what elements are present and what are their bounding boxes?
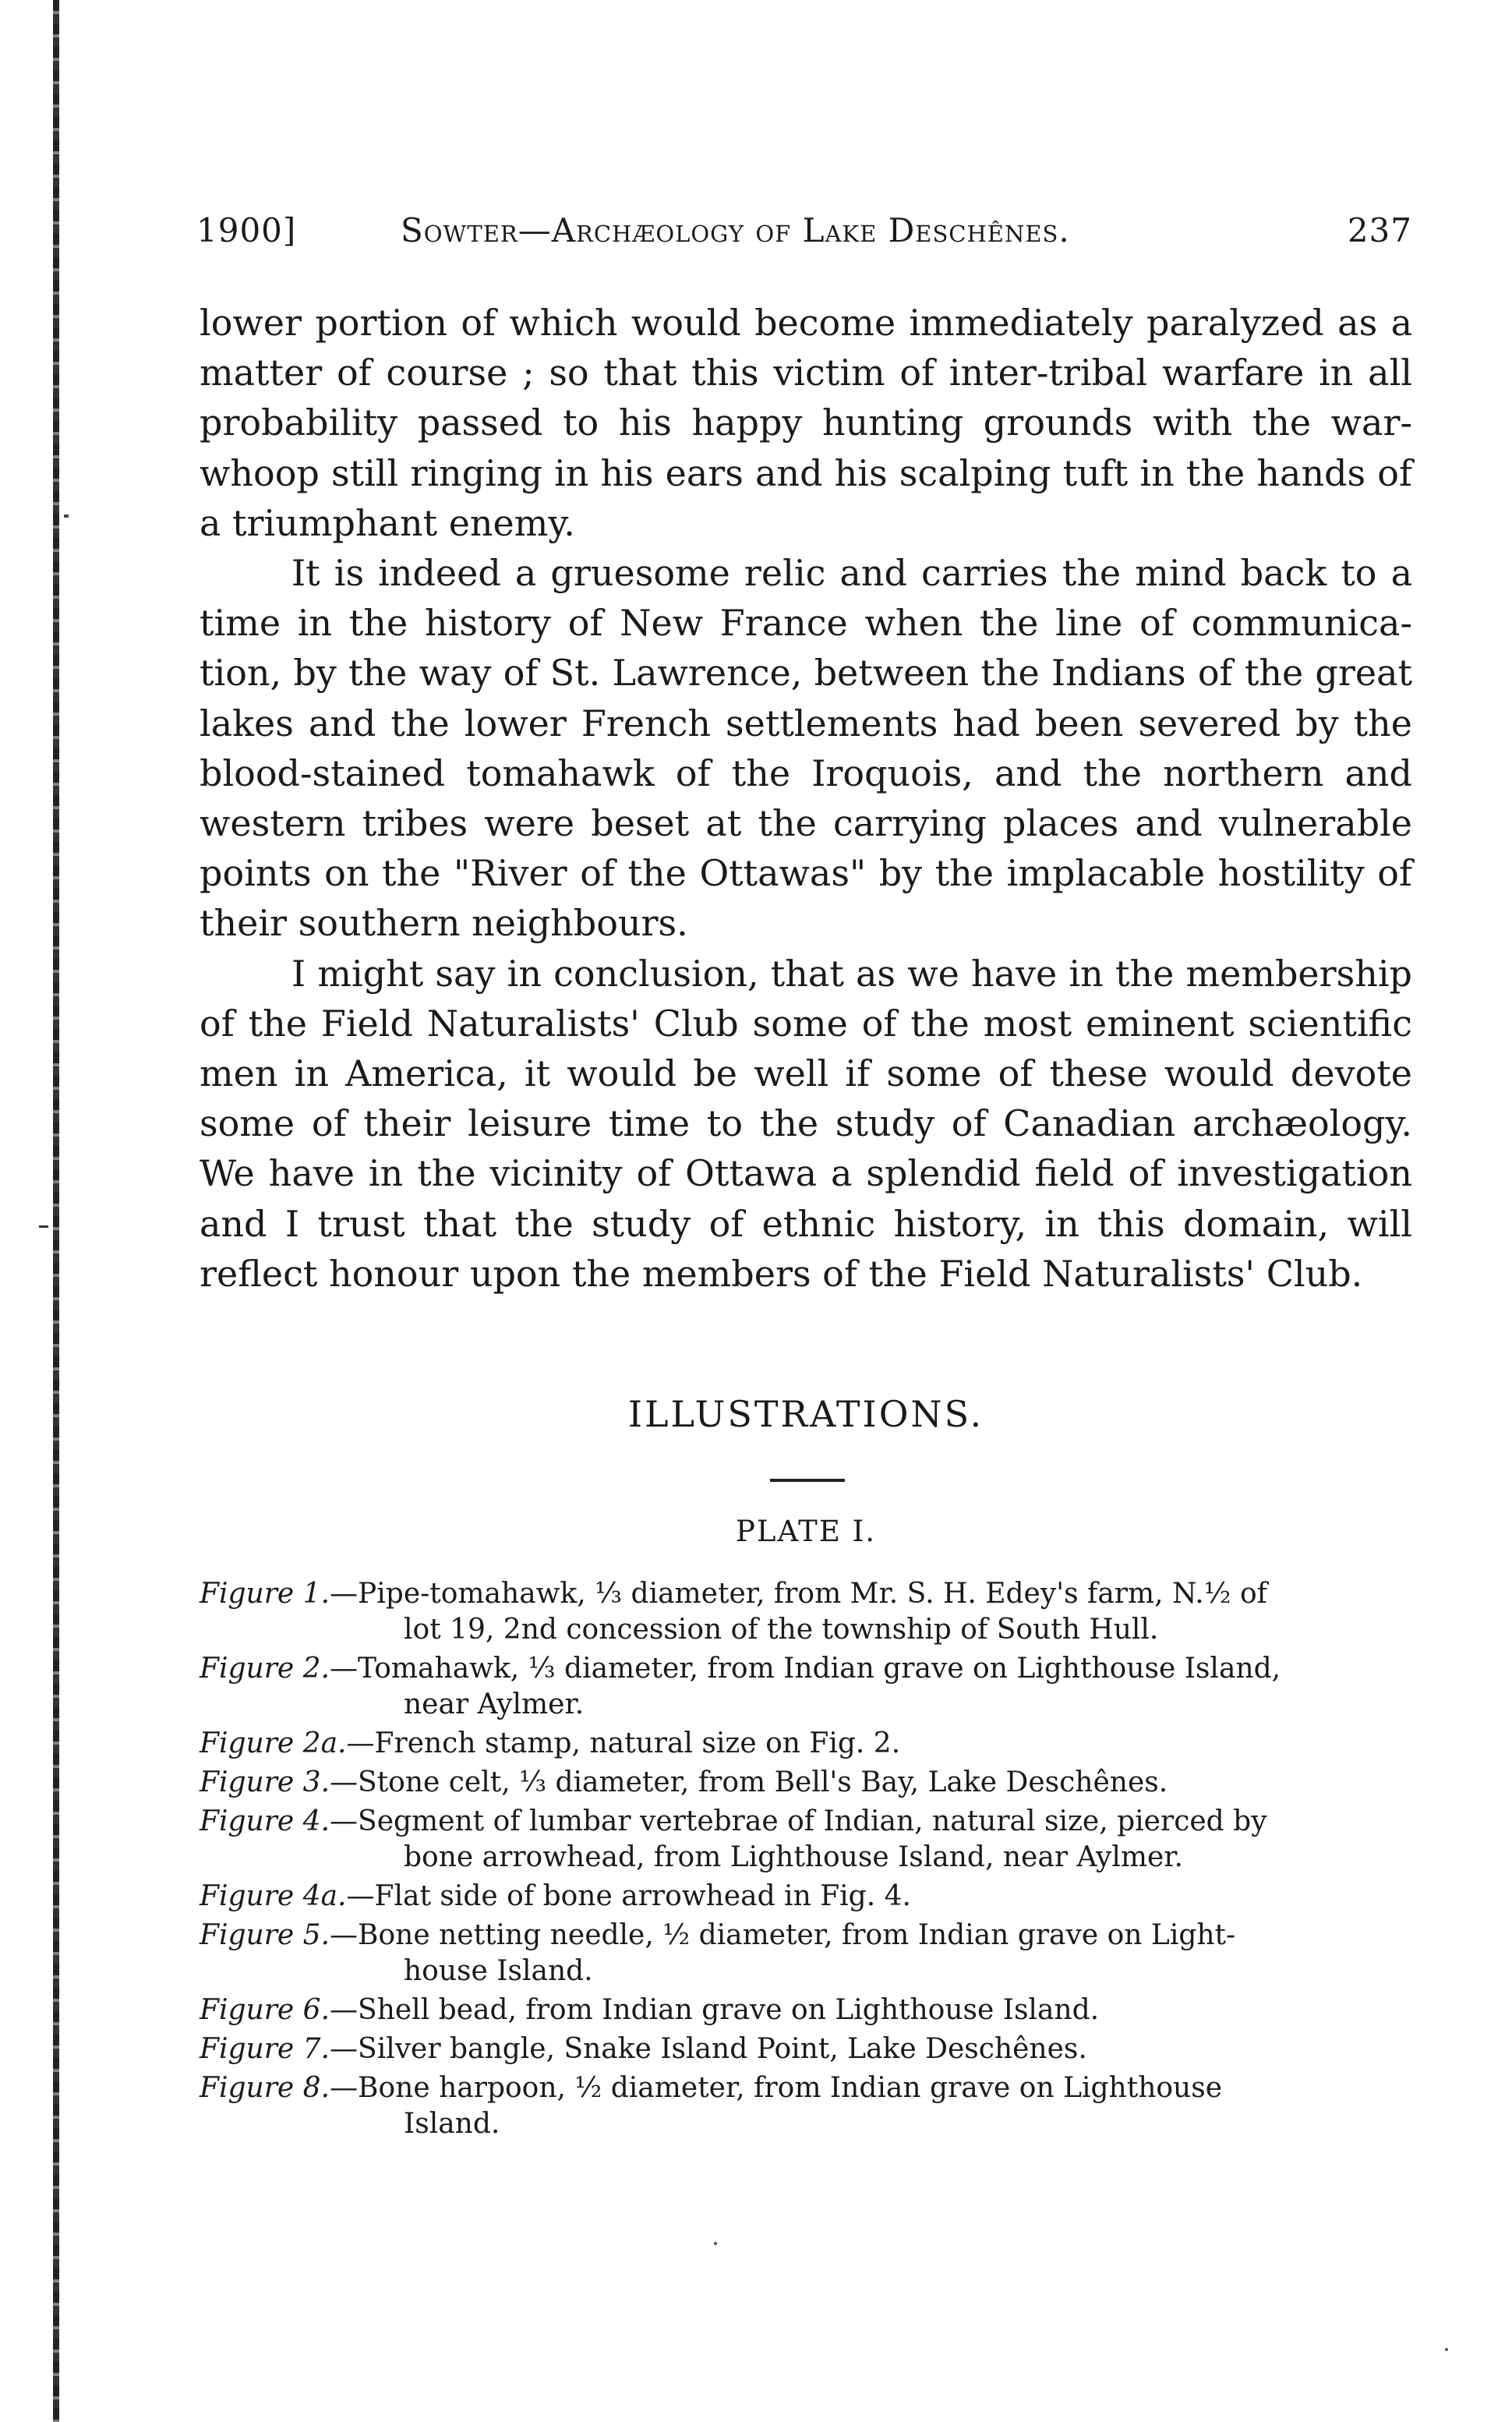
figure-label: Figure 5. xyxy=(200,1919,330,1951)
paragraph: lower portion of which would become immediately paralyzed as a matter of course ; so that this victim of inter-tribal warfare in all probability passed to his happy hunting grounds with the war-whoop still ringing in his ears and his scalping tuft in the hands of a triumphant enemy. xyxy=(200,302,1412,544)
figure-label: Figure 7. xyxy=(200,2033,330,2065)
figure-text: —Silver bangle, Snake Island Point, Lake Deschênes. xyxy=(330,2033,1087,2065)
scan-mark xyxy=(39,1225,48,1228)
figure-label: Figure 6. xyxy=(200,1994,330,2026)
running-head xyxy=(196,209,1412,253)
scan-speck xyxy=(1445,2348,1448,2351)
figure-caption xyxy=(200,1992,1412,2028)
paragraph: It is indeed a gruesome relic and carries the mind back to a time in the history of New France when the line of communica-tion, by the way of St. Lawrence, between the Indians of the great lakes and the lower French settlements had been severed by the blood-stained tomahawk of the Iroquois, and the northern and western tribes were beset at the carrying places and vulnerable points on the "River of the Ottawas" by the implacable hostility of their southern neighbours. xyxy=(200,552,1412,945)
running-head-title: Sowter—Archæology of Lake Deschênes. xyxy=(401,211,1070,249)
figure-text: —Stone celt, ⅓ diameter, from Bell's Bay, Lake Deschênes. xyxy=(330,1766,1168,1798)
plate-heading: PLATE I. xyxy=(736,1515,876,1548)
figure-label: Figure 4. xyxy=(200,1805,330,1837)
figure-caption xyxy=(200,1804,1412,1876)
body-text xyxy=(200,298,1412,1299)
figure-text: —Bone netting needle, ½ diameter, from Indian grave on Light- xyxy=(330,1919,1236,1951)
scan-binding-edge xyxy=(53,0,59,2422)
paragraph: I might say in conclusion, that as we have in the membership of the Field Naturalists' Club some of the most eminent scientific men in America, it would be well if some of these would devote some of their leisure time to the study of Canadian archæology. We have in the vicinity of Ottawa a splendid field of investigation and I trust that the study of ethnic history, in this domain, will reflect honour upon the members of the Field Naturalists' Club. xyxy=(200,952,1412,1295)
figure-label: Figure 8. xyxy=(200,2072,330,2104)
figure-text: —Pipe-tomahawk, ⅓ diameter, from Mr. S. H. Edey's farm, N.½ of xyxy=(330,1578,1268,1610)
page-number: 237 xyxy=(1347,211,1412,249)
figure-caption xyxy=(200,1765,1412,1801)
figure-caption xyxy=(200,2070,1412,2142)
figure-label: Figure 1. xyxy=(200,1578,330,1610)
figure-list xyxy=(200,1576,1412,2145)
figure-label: Figure 4a. xyxy=(200,1880,347,1912)
figure-text-continued: Island. xyxy=(404,2108,500,2140)
figure-text: —Segment of lumbar vertebrae of Indian, natural size, pierced by xyxy=(330,1805,1267,1837)
heading-rule xyxy=(770,1479,845,1482)
figure-text: —Tomahawk, ⅓ diameter, from Indian grave on Lighthouse Island, xyxy=(330,1653,1281,1685)
figure-caption xyxy=(200,1576,1412,1648)
figure-text-continued: near Aylmer. xyxy=(404,1688,585,1720)
figure-caption xyxy=(200,1918,1412,1989)
figure-text-continued: house Island. xyxy=(404,1955,593,1987)
figure-label: Figure 3. xyxy=(200,1766,330,1798)
figure-caption xyxy=(200,1726,1412,1762)
figure-text: —Flat side of bone arrowhead in Fig. 4. xyxy=(346,1880,911,1912)
scan-mark xyxy=(64,514,69,518)
figure-text-continued: lot 19, 2nd concession of the township of South Hull. xyxy=(404,1614,1159,1646)
figure-caption xyxy=(200,1651,1412,1723)
scan-speck xyxy=(714,2242,717,2245)
section-heading: ILLUSTRATIONS. xyxy=(627,1393,984,1435)
figure-label: Figure 2. xyxy=(200,1653,330,1685)
figure-caption xyxy=(200,1879,1412,1915)
figure-label: Figure 2a. xyxy=(200,1727,347,1759)
figure-text: —Shell bead, from Indian grave on Lighthouse Island. xyxy=(330,1994,1100,2026)
running-head-year: 1900] xyxy=(196,211,297,249)
figure-caption xyxy=(200,2031,1412,2067)
figure-text: —Bone harpoon, ½ diameter, from Indian grave on Lighthouse xyxy=(330,2072,1223,2104)
figure-text: —French stamp, natural size on Fig. 2. xyxy=(346,1727,901,1759)
figure-text-continued: bone arrowhead, from Lighthouse Island, near Aylmer. xyxy=(404,1841,1184,1873)
